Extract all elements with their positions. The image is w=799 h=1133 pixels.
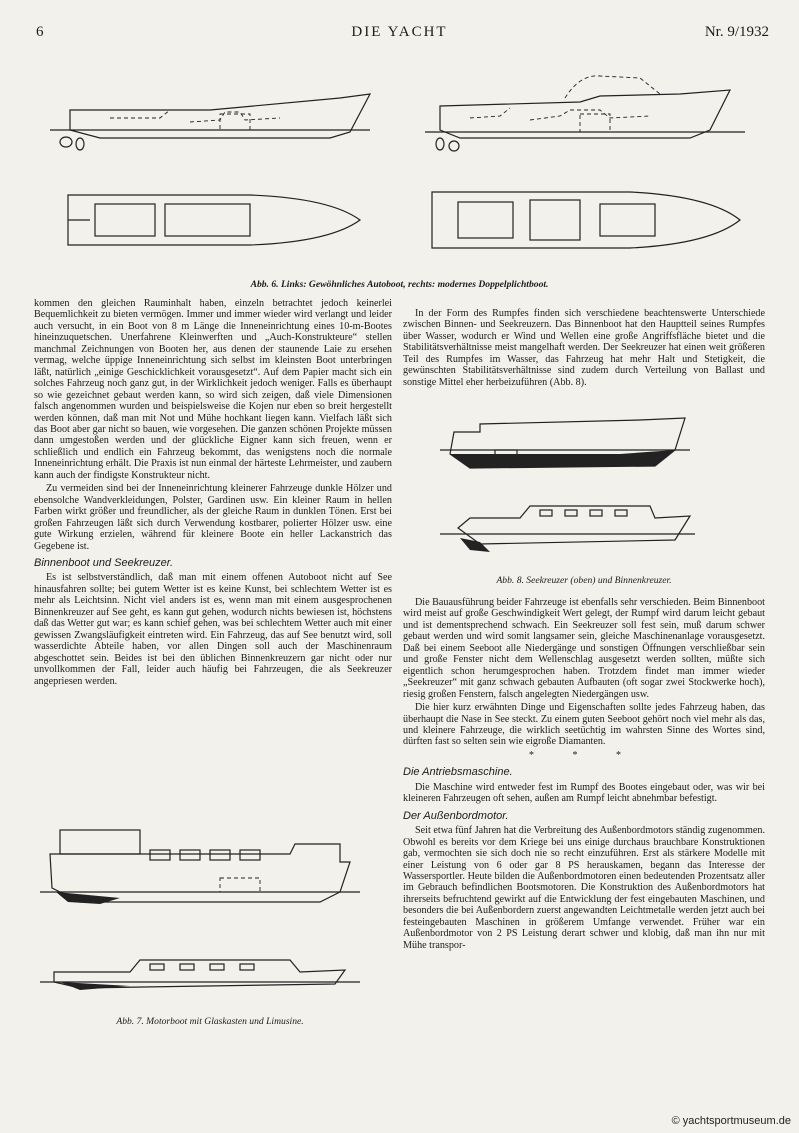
- journal-title: DIE YACHT: [351, 24, 448, 40]
- right-paragraph-3: Die hier kurz erwähnten Dinge und Eigenschaften sollte jedes Fahrzeug haben, das überhaupt die Nase in See steckt. Zu einem guten Seeboot gehört noch viel mehr als das, und kleinere Fahrzeuge, die wirklich seetüchtig im wahrsten Sinne des Wortes sind, dürften fast so selten sein wie eigroße Diamanten.: [403, 702, 765, 748]
- right-paragraph-1: In der Form des Rumpfes finden sich verschiedene beachtenswerte Unterschiede zwischen Binnen- und Seekreuzern. Das Binnenboot hat den Hauptteil seines Rumpfes über Wasser, wodurch er Wind und Wellen eine große Angriffsfläche bietet und die Stabilitätsverhältnisse meist mangelhaft werden. Der Seekreuzer hat einen weit größeren Teil des Rumpfes im Wasser, das Fahrzeug hat mehr Halt und Stetigkeit, die gewünschten Stabilitätsverhältnisse sind zudem durch Verteilung von Ballast und sonstige Mittel eher herbeizuführen (Abb. 8).: [403, 308, 765, 388]
- left-paragraph-3: Es ist selbstverständlich, daß man mit einem offenen Autoboot nicht auf See hinausfahren sollte; bei gutem Wetter ist es keine Kunst, bei schlechtem Wetter ist es mehr als Leichtsinn. Nicht viel anders ist es, wenn man mit einem ausgesprochenen Binnenkreuzer auf See geht, es kann gut gehen, wodurch nichts bewiesen ist, höchstens daß das Wetter gut war; es kann schief gehen, was bei schlechtem Wetter auch mit einer gewissen Zwangsläufigkeit eintreten wird. Ein Fahrzeug, das auf See benutzt wird, soll wasserdichte Abteile haben, vor allen Dingen soll auch der Maschinenraum abgeschottet sein. Beides ist bei den üblichen Binnenkreuzern gar nicht oder nur unvollkommen der Fall, leider auch häufig bei Fahrzeugen, die als Seekreuzer angepriesen werden.: [34, 572, 392, 687]
- left-paragraph-2: Zu vermeiden sind bei der Inneneinrichtung kleinerer Fahrzeuge dunkle Hölzer und ebensolche Wandverkleidungen, Polster, Gardinen usw. Ein kleiner Raum in hellen Farben wirkt größer und freundlicher, als der gleiche Raum in dunklen Tönen. Erst bei großen Fahrzeugen läßt sich durch Verwendung kostbarer, polierter Hölzer usw. eine gute Wirkung erzielen, während für kleinere Boote ein heller Lackanstrich das Gegebene ist.: [34, 483, 392, 552]
- right-column-top: [403, 308, 765, 390]
- fig6-left-plan: [68, 195, 360, 245]
- right-column-bottom: [403, 597, 765, 953]
- section-heading-aussenbordmotor: Der Außenbordmotor.: [403, 809, 509, 822]
- fig8-caption: Abb. 8. Seekreuzer (oben) und Binnenkreuzer.: [496, 575, 672, 586]
- fig8-seekreuzer: [440, 418, 690, 468]
- fig7-glass-cabin-boat: [40, 830, 360, 904]
- right-paragraph-4: Die Maschine wird entweder fest im Rumpf des Bootes eingebaut oder, was wir bei kleineren Fahrzeugen oft sehen, außen am Rumpf leicht abnehmbar befestigt.: [403, 781, 765, 805]
- fig6-caption: Abb. 6. Links: Gewöhnliches Autoboot, rechts: modernes Doppelplichtboot.: [250, 279, 549, 290]
- page-number: 6: [36, 24, 44, 40]
- right-paragraph-5: Seit etwa fünf Jahren hat die Verbreitung des Außenbordmotors ständig zugenommen. Obwohl es bereits vor dem Kriege bei uns einige durchaus brauchbare Konstruktionen gab, vermochten sie sich doch nie so recht einzuführen. Erst als stärkere Modelle mit einer Leistung von 6 oder gar 8 PS herauskamen, begann das Interesse der Wassersportler. Heute bilden die Außenbordmotoren einen bedeutenden Prozentsatz aller im Gebrauch befindlichen Bootsmotoren. Die Konstruktion des Außenbordmotors hat ihrerseits befruchtend gewirkt auf die Entwicklung der fest eingebauten Maschinen, und besonders die bei Außenbordern zuerst angewandten Leichtmetalle werden jetzt auch bei festeingebauten Maschinen in größerem Umfange verwendet. Früher war ein Außenbordmotor von 2 PS Leistung derart schwer und klobig, daß man ihn nur mit Mühe transpor-: [403, 825, 765, 951]
- museum-credit: © yachtsportmuseum.de: [671, 1115, 791, 1127]
- section-heading-antriebsmaschine: Die Antriebsmaschine.: [403, 766, 513, 779]
- section-heading-binnenboot: Binnenboot und Seekreuzer.: [34, 556, 174, 569]
- fig6-left-profile: [50, 94, 370, 150]
- fig8-drawing: [440, 410, 700, 570]
- fig7-limousine-boat: [40, 960, 360, 990]
- fig7-caption: Abb. 7. Motorboot mit Glaskasten und Limusine.: [116, 1016, 304, 1027]
- section-divider-stars: * * *: [529, 749, 639, 761]
- fig6-right-profile: [425, 76, 745, 151]
- fig7-drawing: [40, 822, 380, 1012]
- left-paragraph-1: kommen den gleichen Rauminhalt haben, einzeln betrachtet jedoch keinerlei Bequemlichkeit zu bieten vermögen. Immer und immer wieder wird verlangt und leider auch versucht, in ein Boot von 8 m Länge die Inneneinrichtung eines 10-m-Bootes hineinzuquetschen. Unerfahrene Kleinwerften und „Auch-Konstrukteure“ stellen manchmal Zeichnungen von Booten her, aus denen der staunende Laie zu ersehen vermag, welche üppige Inneneinrichtung sich selbst im kleinsten Boot unterbringen läßt, natürlich „einige Geschicklichkeit vorausgesetzt“. Auf dem Papier macht sich ein solches Fahrzeug noch ganz gut, in der Wirklichkeit jedoch weniger. Falls es überhaupt so wie gezeichnet gebaut werden kann, so wird sich zeigen, daß viele Dimensionen falsch angenommen wurden und beispielsweise die Kojen nur eben so breit hergestellt werden können, daß man mit Not und Mühe hochkant liegen kann. Vielfach läßt sich das Boot aber gar nicht so bauen, wie vorgesehen. Die ganzen schönen Projekte müssen dann umgestoßen werden und der glückliche Eigner kann sich freuen, wenn er schließlich und endlich ein Fahrzeug bekommt, das wenigstens noch die normale Inneneinrichtung erhält. Die Praxis ist nun einmal der härteste Lehrmeister, und zaubern kann auch der findigste Konstrukteur nicht.: [34, 298, 392, 481]
- left-column: [34, 298, 392, 689]
- fig6-right-plan: [432, 192, 740, 248]
- fig6-drawing: [40, 70, 770, 270]
- issue-number: Nr. 9/1932: [704, 24, 769, 40]
- right-paragraph-2: Die Bauausführung beider Fahrzeuge ist ebenfalls sehr verschieden. Beim Binnenboot wird meist auf große Geschwindigkeit Wert gelegt, der Rumpf wird darum leicht gebaut und ist dementsprechend schwach. Ein Seekreuzer soll fest sein, muß darum schwer gebaut werden und wird somit langsamer sein, gleiche Maschinenanlage vorausgesetzt. Daß bei einem Seeboot alle Niedergänge und sonstigen Öffnungen verschließbar sein und große Fenster nicht dem Wellenschlag ausgesetzt werden sollten, müßte sich eigentlich schon herumgesprochen haben. Trotzdem findet man immer wieder „Seekreuzer“ mit ganz schwach gebauten Aufbauten (oft sogar zwei Stockwerke hoch), riesig großen Fenstern, falsch angelegten Niedergängen usw.: [403, 597, 765, 700]
- fig8-binnenkreuzer: [440, 506, 695, 552]
